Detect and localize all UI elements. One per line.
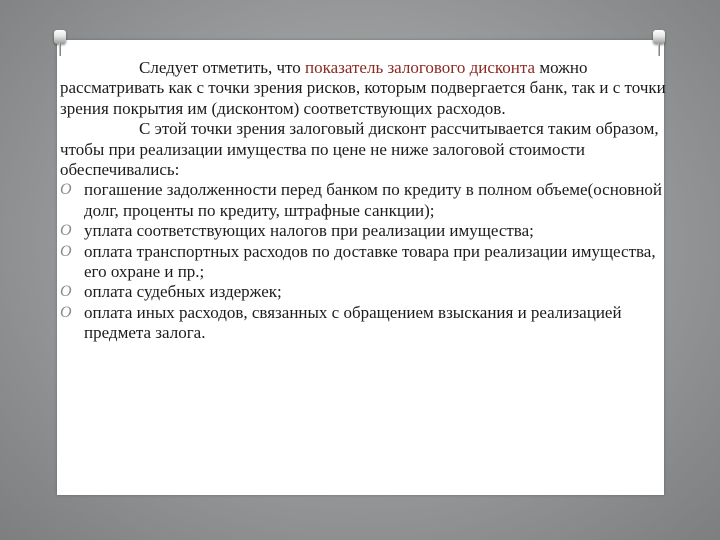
list-item xyxy=(60,303,666,344)
paragraph-intro-end: можно рассматривать как с точки зрения рисков, которым подвергается банк, так и с точки зрения покрытия им (дисконтом) соответствующих расходов. xyxy=(60,58,666,118)
paragraph-condition: С этой точки зрения залоговый дисконт рассчитывается таким образом, чтобы при реализации имущества по цене не ниже залоговой стоимости обеспечивались: xyxy=(60,119,659,180)
list-item-text: погашение задолженности перед банком по кредиту в полном объеме(основной долг, проценты по кредиту, штрафные санкции); xyxy=(84,180,663,220)
list-item-text: уплата соответствующих налогов при реализации имущества; xyxy=(84,221,534,241)
list-item-text: оплата транспортных расходов по доставке товара при реализации имущества, его охране и пр.; xyxy=(84,241,656,282)
list-item xyxy=(60,282,666,302)
bullet-marker-icon: O xyxy=(60,283,72,301)
list-item-text: оплата иных расходов, связанных с обращением взыскания и реализацией предмета залога. xyxy=(84,302,622,343)
list-item xyxy=(60,221,666,241)
list-item xyxy=(60,242,666,283)
pushpin-right-icon xyxy=(651,30,667,56)
bullet-marker-icon: O xyxy=(60,222,72,240)
bullet-marker-icon: O xyxy=(60,303,72,321)
paragraph-intro-start: Следует отметить, что xyxy=(139,58,306,77)
bullet-marker-icon: O xyxy=(60,181,72,199)
expense-list xyxy=(60,180,666,343)
list-item xyxy=(60,180,666,221)
highlighted-term: показатель залогового дисконта xyxy=(305,58,536,77)
bullet-marker-icon: O xyxy=(60,242,72,260)
slide-content xyxy=(60,58,666,344)
list-item-text: оплата судебных издержек; xyxy=(84,282,282,302)
paragraph-intro xyxy=(60,58,666,119)
pushpin-left-icon xyxy=(52,30,68,56)
